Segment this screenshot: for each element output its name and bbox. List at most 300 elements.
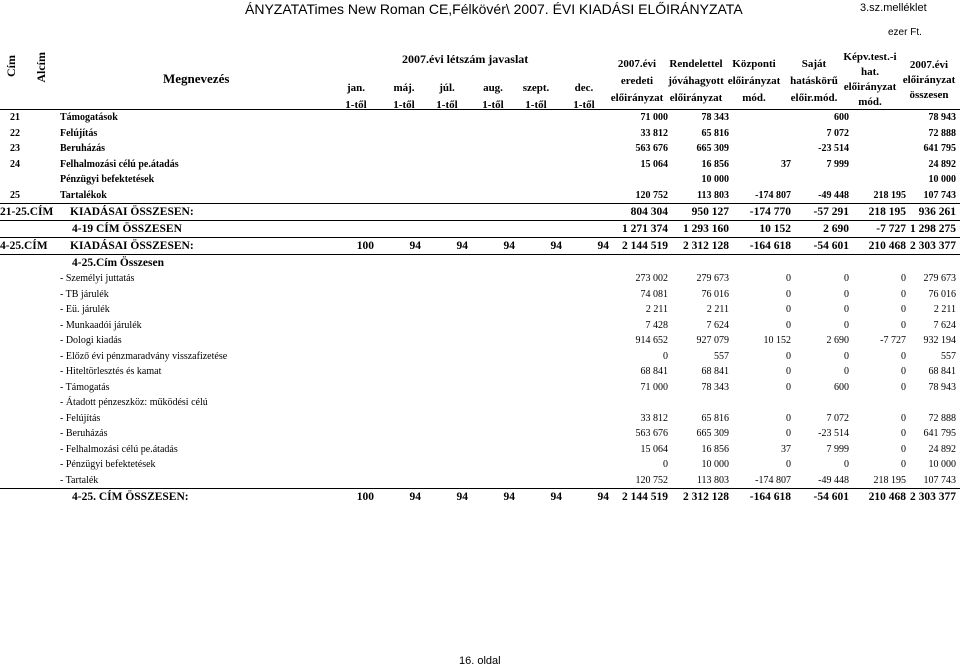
row-value: 0 (786, 350, 791, 362)
row-value (474, 333, 521, 349)
col-head-sajat: Saját hatáskörű előir.mód. (790, 58, 838, 104)
unit-label: ezer Ft. (888, 27, 922, 38)
row-value: 804 304 (615, 204, 672, 221)
row-value (795, 255, 853, 272)
col-head-osszesen: 2007.évi előirányzat összesen (902, 59, 956, 101)
row-value: 94 (568, 489, 615, 506)
row-value (853, 172, 910, 188)
col-head-month: jan. 1-től (345, 82, 367, 111)
row-value (474, 318, 521, 334)
row-value: 94 (521, 238, 568, 255)
row-code (0, 271, 60, 287)
row-value (853, 157, 910, 173)
row-value (380, 204, 427, 221)
row-value (474, 204, 521, 221)
row-value: 2 690 (795, 221, 853, 238)
row-value: 641 795 (923, 143, 956, 155)
row-value (474, 349, 521, 365)
row-value (910, 395, 960, 411)
row-value: 600 (834, 112, 849, 124)
row-name: - TB járulék (60, 288, 109, 300)
row-value: 0 (901, 350, 906, 362)
row-value: -23 514 (818, 143, 849, 155)
row-value: 78 343 (701, 381, 729, 393)
row-value: 0 (901, 412, 906, 424)
row-value: 68 841 (640, 366, 668, 378)
row-name: 4-25.Cím Összesen (60, 255, 335, 272)
row-value (474, 395, 521, 411)
row-name: - Felhalmozási célú pe.átadás (60, 443, 178, 455)
row-value: 2 312 128 (672, 489, 733, 506)
table-row (0, 255, 960, 272)
row-value (380, 380, 427, 396)
row-value (733, 126, 795, 142)
row-value: 950 127 (672, 204, 733, 221)
table-row (0, 141, 960, 157)
row-value: 94 (427, 238, 474, 255)
table-row (0, 221, 960, 238)
row-value: 273 002 (635, 273, 668, 285)
row-value: 932 194 (923, 335, 956, 347)
table-row (0, 364, 960, 380)
row-value (568, 172, 615, 188)
row-value: 557 (941, 350, 956, 362)
row-code: 24 (10, 158, 20, 170)
row-value: 78 943 (928, 112, 956, 124)
row-value (335, 255, 380, 272)
col-head-eredeti: 2007.évi eredeti előirányzat (610, 58, 664, 104)
row-value (335, 157, 380, 173)
row-value: 2 211 (706, 304, 729, 316)
row-value (474, 221, 521, 238)
row-value (380, 221, 427, 238)
row-value (380, 442, 427, 458)
row-value (335, 442, 380, 458)
row-value (335, 271, 380, 287)
row-value: 0 (844, 304, 849, 316)
row-value (521, 411, 568, 427)
document-title: ÁNYZATATimes New Roman CE,Félkövér\ 2007. ÉVI KIADÁSI ELŐIRÁNYZATA (245, 1, 743, 17)
row-value (380, 172, 427, 188)
row-value: 218 195 (873, 189, 906, 201)
row-value: 0 (844, 350, 849, 362)
row-value: 7 999 (826, 443, 849, 455)
row-value (474, 126, 521, 142)
row-value (380, 287, 427, 303)
row-value (427, 302, 474, 318)
table-row (0, 426, 960, 442)
row-value (380, 302, 427, 318)
row-value: 936 261 (910, 204, 960, 221)
row-value: 0 (844, 288, 849, 300)
row-value: 0 (901, 459, 906, 471)
row-value (568, 110, 615, 126)
row-value: 557 (714, 350, 729, 362)
row-code (0, 221, 60, 238)
row-value (521, 204, 568, 221)
row-name: Támogatások (60, 112, 118, 124)
row-value: 15 064 (640, 443, 668, 455)
row-value: 0 (663, 459, 668, 471)
row-value: 914 652 (635, 335, 668, 347)
row-value (568, 333, 615, 349)
row-value: 2 312 128 (672, 238, 733, 255)
col-head-kepv: Képv.test.-i hat. előirányzat mód. (843, 51, 897, 108)
row-value (335, 302, 380, 318)
row-value (427, 157, 474, 173)
row-value (380, 333, 427, 349)
row-value (335, 349, 380, 365)
row-value (568, 380, 615, 396)
row-value: -174 807 (755, 189, 791, 201)
row-value (474, 302, 521, 318)
row-code (0, 489, 60, 506)
row-name: 4-19 CÍM ÖSSZESEN (60, 221, 335, 238)
row-value (335, 141, 380, 157)
row-value (335, 426, 380, 442)
row-value (568, 157, 615, 173)
row-value (335, 473, 380, 489)
row-value (474, 364, 521, 380)
row-value (474, 110, 521, 126)
row-code (0, 172, 60, 188)
row-name: Tartalékok (60, 189, 107, 201)
row-value: 7 072 (826, 127, 849, 139)
row-value (380, 395, 427, 411)
row-name: - Beruházás (60, 428, 108, 440)
row-value (568, 221, 615, 238)
row-code: 21 (10, 112, 20, 124)
row-value (427, 318, 474, 334)
row-value (521, 141, 568, 157)
row-value: 7 999 (826, 158, 849, 170)
row-value: 279 673 (696, 273, 729, 285)
row-value: 7 624 (706, 319, 729, 331)
table-row (0, 442, 960, 458)
row-value (733, 255, 795, 272)
row-value: 665 309 (696, 143, 729, 155)
row-value (733, 395, 795, 411)
row-code: 21-25.CÍM (0, 204, 60, 221)
row-value (853, 126, 910, 142)
row-value: 94 (474, 489, 521, 506)
row-value (335, 172, 380, 188)
row-value: 100 (335, 489, 380, 506)
row-value (335, 318, 380, 334)
col-head-kozponti: Központi előirányzat mód. (727, 58, 781, 104)
row-value: 279 673 (923, 273, 956, 285)
row-value (427, 380, 474, 396)
row-value (853, 110, 910, 126)
table-row (0, 172, 960, 188)
table-row (0, 411, 960, 427)
col-head-month: máj. 1-től (393, 82, 415, 111)
table-row (0, 333, 960, 349)
row-value: 0 (786, 304, 791, 316)
row-code: 25 (10, 189, 20, 201)
col-head-group: 2007.évi létszám javaslat (402, 52, 529, 66)
row-name: - Pénzügyi befektetések (60, 459, 156, 471)
row-value (733, 141, 795, 157)
row-value (521, 380, 568, 396)
row-value (474, 287, 521, 303)
row-value (910, 255, 960, 272)
row-value (427, 426, 474, 442)
row-value (521, 110, 568, 126)
row-value: 0 (901, 273, 906, 285)
row-code: 22 (10, 127, 20, 139)
row-value (521, 126, 568, 142)
col-head-month: dec. 1-től (573, 82, 595, 111)
table-row (0, 157, 960, 173)
row-value: 71 000 (640, 112, 668, 124)
row-value: 0 (786, 459, 791, 471)
row-value (427, 204, 474, 221)
row-value: 563 676 (635, 428, 668, 440)
row-value: 0 (786, 288, 791, 300)
row-value (568, 442, 615, 458)
row-value: -49 448 (818, 189, 849, 201)
row-name: - Munkaadói járulék (60, 319, 142, 331)
row-value (335, 204, 380, 221)
row-value: 1 293 160 (672, 221, 733, 238)
row-value: -54 601 (795, 238, 853, 255)
row-value: 94 (380, 489, 427, 506)
row-name: Pénzügyi befektetések (60, 174, 155, 186)
table-row (0, 110, 960, 126)
row-code (0, 442, 60, 458)
row-code (0, 395, 60, 411)
row-value (380, 255, 427, 272)
col-head-cim: Cím (4, 55, 18, 77)
row-value: 2 211 (933, 304, 956, 316)
row-value (568, 255, 615, 272)
row-name: - Eü. járulék (60, 304, 110, 316)
row-value (795, 172, 853, 188)
row-value (521, 349, 568, 365)
row-value (427, 126, 474, 142)
row-value (380, 318, 427, 334)
row-value: 74 081 (640, 288, 668, 300)
col-head-megnevezes: Megnevezés (163, 71, 230, 86)
row-value (672, 395, 733, 411)
row-value: 107 743 (923, 189, 956, 201)
table-row (0, 489, 960, 506)
row-value: 94 (521, 489, 568, 506)
row-value (335, 221, 380, 238)
row-value: 113 803 (696, 474, 729, 486)
row-value: 120 752 (635, 474, 668, 486)
page-number: 16. oldal (459, 655, 501, 667)
row-value: 0 (786, 319, 791, 331)
row-code (0, 302, 60, 318)
row-code (0, 255, 60, 272)
row-value: 0 (786, 366, 791, 378)
row-value: 120 752 (635, 189, 668, 201)
row-value: 0 (786, 273, 791, 285)
row-value (427, 457, 474, 473)
row-value (427, 473, 474, 489)
row-value: 218 195 (873, 474, 906, 486)
row-value: -57 291 (795, 204, 853, 221)
row-value: -7 727 (880, 335, 906, 347)
row-value: 72 888 (928, 412, 956, 424)
row-value: 2 303 377 (910, 489, 960, 506)
row-value: 37 (781, 443, 791, 455)
row-value: 0 (901, 288, 906, 300)
row-value: 563 676 (635, 143, 668, 155)
row-name: - Hiteltörlesztés és kamat (60, 366, 162, 378)
row-value: 0 (786, 428, 791, 440)
row-value: 7 624 (933, 319, 956, 331)
row-value: 94 (380, 238, 427, 255)
row-value (521, 395, 568, 411)
row-code (0, 349, 60, 365)
row-value: 24 892 (928, 158, 956, 170)
table-row (0, 188, 960, 204)
row-value: 10 000 (928, 459, 956, 471)
row-value: 0 (901, 381, 906, 393)
row-value: 600 (834, 381, 849, 393)
table-row (0, 395, 960, 411)
row-value (474, 380, 521, 396)
row-value (335, 333, 380, 349)
row-value (427, 255, 474, 272)
row-value (474, 271, 521, 287)
row-value (427, 395, 474, 411)
row-value (568, 473, 615, 489)
row-name: KIADÁSAI ÖSSZESEN: (60, 204, 335, 221)
row-value: 0 (844, 366, 849, 378)
row-value: 0 (844, 319, 849, 331)
row-value (474, 188, 521, 204)
row-value: 107 743 (923, 474, 956, 486)
row-value (474, 157, 521, 173)
row-value: 665 309 (696, 428, 729, 440)
row-value (474, 442, 521, 458)
row-value (733, 110, 795, 126)
row-value: 0 (901, 428, 906, 440)
row-value (568, 411, 615, 427)
table-row (0, 302, 960, 318)
row-value (521, 364, 568, 380)
row-code (0, 364, 60, 380)
row-value (474, 141, 521, 157)
row-name: - Felújítás (60, 412, 101, 424)
row-value: 10 152 (733, 221, 795, 238)
table-row (0, 126, 960, 142)
row-value (335, 411, 380, 427)
row-value: 76 016 (701, 288, 729, 300)
row-name: - Dologi kiadás (60, 335, 122, 347)
row-value (521, 287, 568, 303)
row-value: 218 195 (853, 204, 910, 221)
row-value (733, 172, 795, 188)
page-header (0, 0, 960, 18)
row-value (568, 141, 615, 157)
row-value: 68 841 (928, 366, 956, 378)
row-value (568, 349, 615, 365)
row-value: 0 (663, 350, 668, 362)
row-value (380, 110, 427, 126)
row-value (427, 221, 474, 238)
row-value: 33 812 (640, 412, 668, 424)
row-value (568, 126, 615, 142)
row-value (568, 271, 615, 287)
row-value (427, 110, 474, 126)
row-value (380, 188, 427, 204)
row-value (380, 126, 427, 142)
row-value: 7 428 (645, 319, 668, 331)
row-name: 4-25. CÍM ÖSSZESEN: (60, 489, 335, 506)
annex-label: 3.sz.melléklet (860, 2, 927, 14)
row-value (521, 157, 568, 173)
row-code (0, 411, 60, 427)
budget-table (0, 110, 960, 505)
table-row (0, 204, 960, 221)
row-value (521, 473, 568, 489)
row-value: 0 (901, 304, 906, 316)
row-value (474, 255, 521, 272)
row-value (380, 271, 427, 287)
row-name: Felújítás (60, 127, 98, 139)
row-value (568, 457, 615, 473)
row-value: 94 (474, 238, 521, 255)
row-value: 72 888 (928, 127, 956, 139)
row-value (335, 457, 380, 473)
row-value: 1 298 275 (910, 221, 960, 238)
row-value (568, 318, 615, 334)
col-head-rendelet: Rendelettel jóváhagyott előirányzat (668, 58, 724, 104)
row-value (427, 442, 474, 458)
row-value (474, 473, 521, 489)
row-value: 76 016 (928, 288, 956, 300)
row-value: 927 079 (696, 335, 729, 347)
row-value (335, 287, 380, 303)
row-value (474, 411, 521, 427)
row-value: 113 803 (697, 189, 729, 201)
row-value: 0 (844, 273, 849, 285)
row-value (521, 172, 568, 188)
row-value (427, 271, 474, 287)
row-code (0, 457, 60, 473)
row-value (521, 426, 568, 442)
row-value (853, 141, 910, 157)
row-value (853, 395, 910, 411)
row-value: 0 (786, 412, 791, 424)
row-value: 2 211 (645, 304, 668, 316)
table-row (0, 380, 960, 396)
row-name: Felhalmozási célú pe.átadás (60, 158, 179, 170)
row-value (335, 395, 380, 411)
row-code (0, 473, 60, 489)
row-value: 16 856 (701, 443, 729, 455)
row-value (335, 188, 380, 204)
row-value (568, 188, 615, 204)
table-row (0, 349, 960, 365)
row-value (615, 172, 672, 188)
row-value (672, 255, 733, 272)
row-value: -7 727 (853, 221, 910, 238)
row-value (380, 349, 427, 365)
row-name: - Előző évi pénzmaradvány visszafizetése (60, 350, 228, 362)
row-value: 33 812 (640, 127, 668, 139)
row-value (521, 457, 568, 473)
row-value (427, 287, 474, 303)
row-name: - Támogatás (60, 381, 110, 393)
row-value: 65 816 (701, 412, 729, 424)
row-value (521, 318, 568, 334)
